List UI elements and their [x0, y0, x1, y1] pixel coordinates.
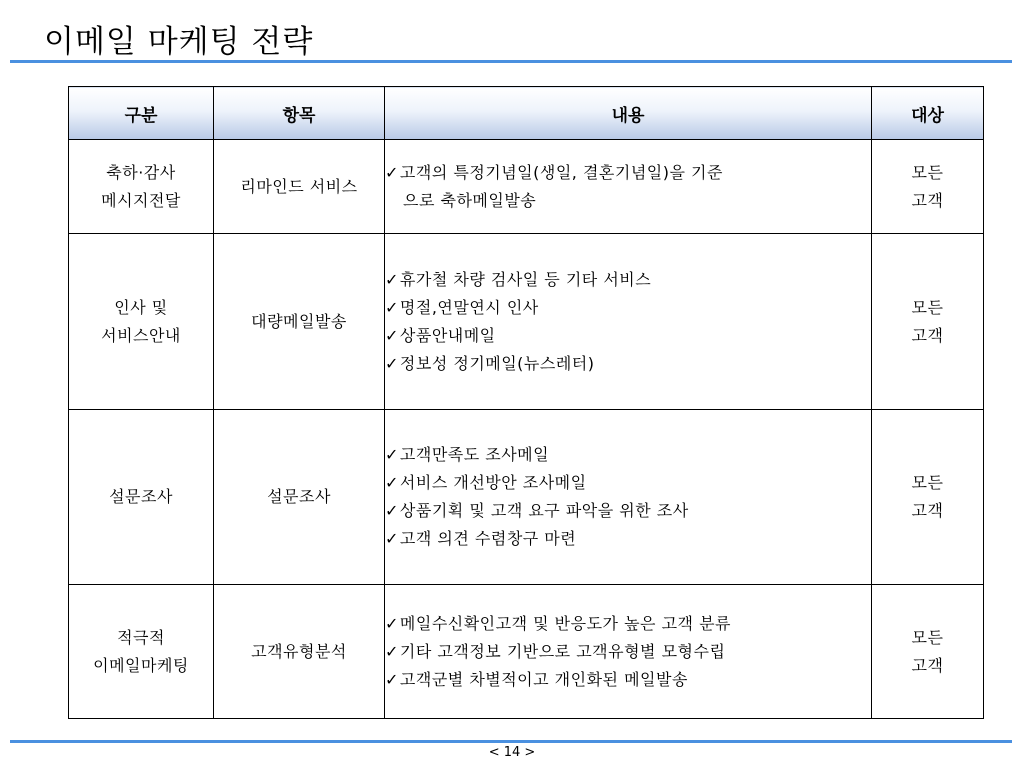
category-line: 서비스안내: [101, 325, 181, 345]
header-content: 내용: [385, 87, 872, 140]
item-cell: 설문조사: [214, 410, 385, 585]
content-line-continuation: 으로 축하메일발송: [403, 190, 537, 210]
target-cell: [872, 234, 984, 410]
category-line: 적극적: [117, 627, 165, 647]
target-cell: [872, 140, 984, 234]
strategy-table: [68, 86, 984, 719]
check-icon: ✓: [385, 501, 399, 520]
check-icon: ✓: [385, 613, 399, 633]
check-icon: ✓: [385, 162, 399, 182]
check-icon: ✓: [385, 445, 399, 464]
table-row: [69, 585, 984, 719]
check-icon: ✓: [385, 297, 399, 317]
content-line: ✓메일수신확인고객 및 반응도가 높은 고객 분류: [385, 613, 732, 633]
category-line: 메시지전달: [101, 190, 181, 210]
check-icon: ✓: [385, 325, 399, 345]
category-cell: [69, 585, 214, 719]
target-line: 모든: [911, 627, 944, 647]
target-line: 모든: [911, 162, 944, 182]
content-line: ✓고객 의견 수렴창구 마련: [385, 529, 577, 548]
check-icon: ✓: [385, 473, 399, 492]
target-line: 고객: [911, 655, 944, 675]
content-line: ✓상품안내메일: [385, 325, 496, 345]
content-line: ✓상품기획 및 고객 요구 파악을 위한 조사: [385, 501, 689, 520]
content-cell: [385, 410, 872, 585]
category-line: 이메일마케팅: [93, 655, 189, 675]
target-cell: [872, 585, 984, 719]
content-cell: [385, 140, 872, 234]
target-cell: [872, 410, 984, 585]
content-line: ✓휴가철 차량 검사일 등 기타 서비스: [385, 269, 652, 289]
footer-rule: [10, 740, 1012, 743]
check-icon: ✓: [385, 269, 399, 289]
item-cell: 고객유형분석: [214, 585, 385, 719]
check-icon: ✓: [385, 529, 399, 548]
category-line: 축하·감사: [106, 162, 176, 182]
category-line: 설문조사: [109, 487, 173, 506]
target-line: 모든: [911, 297, 944, 317]
page-number: < 14 >: [488, 745, 536, 760]
check-icon: ✓: [385, 353, 399, 373]
title-rule: [10, 60, 1012, 63]
category-cell: [69, 140, 214, 234]
header-category: 구분: [69, 87, 214, 140]
content-line: ✓명절,연말연시 인사: [385, 297, 539, 317]
content-line: ✓고객군별 차별적이고 개인화된 메일발송: [385, 669, 688, 689]
content-line: ✓기타 고객정보 기반으로 고객유형별 모형수립: [385, 641, 726, 661]
item-cell: 대량메일발송: [214, 234, 385, 410]
table-row: [69, 410, 984, 585]
slide-title: 이메일 마케팅 전략: [44, 24, 314, 60]
target-line: 고객: [911, 325, 944, 345]
content-line: ✓서비스 개선방안 조사메일: [385, 473, 587, 492]
table-row: [69, 140, 984, 234]
content-cell: [385, 585, 872, 719]
category-cell: [69, 234, 214, 410]
content-line: ✓고객만족도 조사메일: [385, 445, 550, 464]
table-header-row: [69, 87, 984, 140]
header-item: 항목: [214, 87, 385, 140]
category-line: 인사 및: [114, 297, 168, 317]
content-line: ✓정보성 정기메일(뉴스레터): [385, 353, 595, 373]
target-line: 고객: [911, 190, 944, 210]
target-line: 모든: [911, 473, 944, 492]
item-cell: 리마인드 서비스: [214, 140, 385, 234]
header-target: 대상: [872, 87, 984, 140]
content-cell: [385, 234, 872, 410]
table-row: [69, 234, 984, 410]
category-cell: [69, 410, 214, 585]
target-line: 고객: [911, 501, 944, 520]
content-line: ✓고객의 특정기념일(생일, 결혼기념일)을 기준: [385, 162, 723, 182]
check-icon: ✓: [385, 669, 399, 689]
check-icon: ✓: [385, 641, 399, 661]
